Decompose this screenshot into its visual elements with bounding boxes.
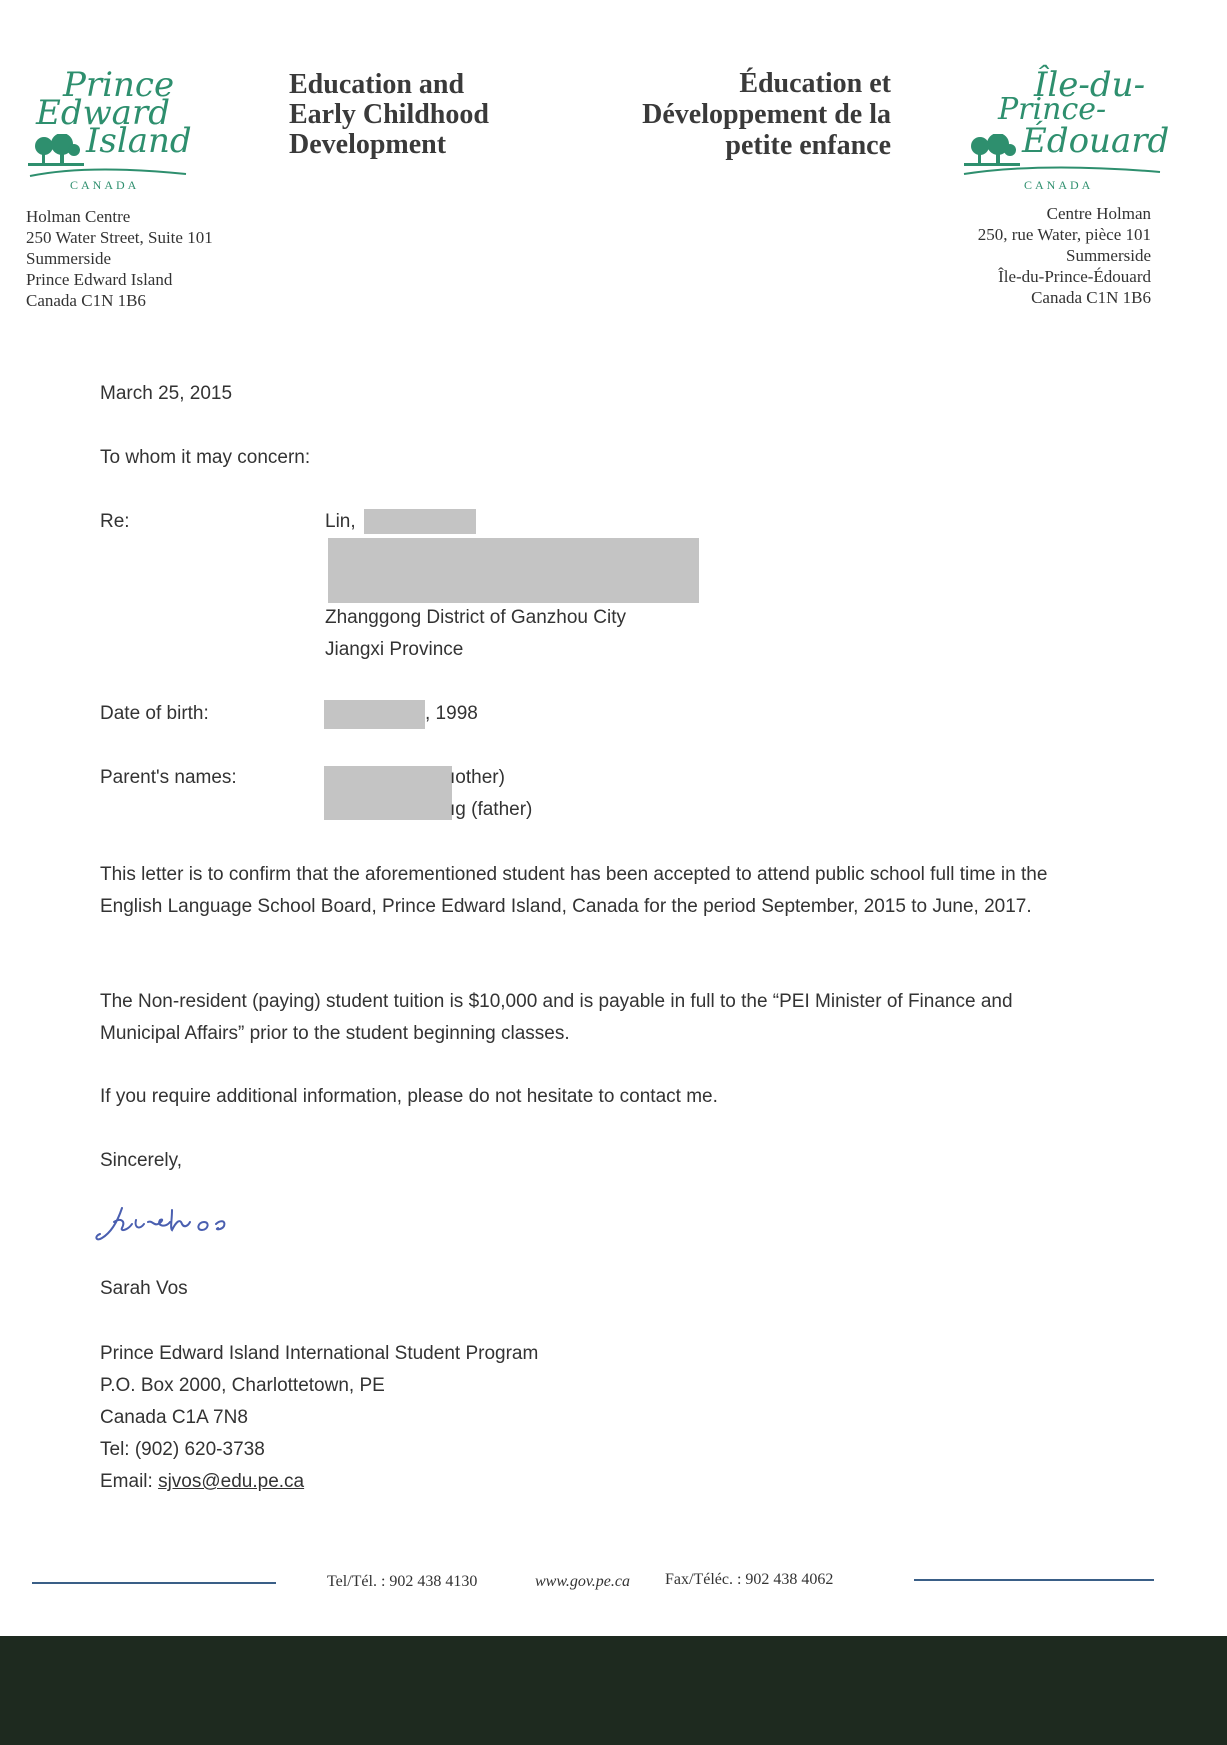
- department-name-fr: Éducation et Développement de la petite enfance: [642, 68, 891, 161]
- footer-tel: Tel/Tél. : 902 438 4130: [327, 1573, 478, 1590]
- redaction-block: [364, 509, 476, 534]
- email-line: Email: sjvos@edu.pe.ca: [100, 1471, 305, 1492]
- signer-contact: Prince Edward Island International Student Program P.O. Box 2000, Charlottetown, PE Canada C1A 7N8 Tel: (902) 620-3738 Email: sjvos@edu.pe.ca: [100, 1338, 538, 1498]
- redaction-block: [328, 538, 699, 603]
- dob-label: Date of birth:: [100, 703, 209, 724]
- re-address: Zhanggong District of Ganzhou City Jiangxi Province: [325, 607, 626, 660]
- paragraph-acceptance: This letter is to confirm that the aforementioned student has been accepted to attend public school full time in the English Language School Board, Prince Edward Island, Canada for the period September, 2015 to June, 2017.: [100, 864, 1048, 917]
- paragraph-tuition: The Non-resident (paying) student tuition is $10,000 and is payable in full to the “PEI Minister of Finance and Municipal Affairs” prior to the student beginning classes.: [100, 991, 1013, 1044]
- footer-rule-left: [32, 1582, 276, 1584]
- salutation: To whom it may concern:: [100, 447, 311, 468]
- address-fr: Centre Holman 250, rue Water, pièce 101 Summerside Île-du-Prince-Édouard Canada C1N 1B6: [977, 204, 1151, 307]
- parents-mother: ıother): [450, 767, 505, 788]
- re-name: Lin,: [325, 511, 356, 532]
- logo-fr-country: CANADA: [1024, 178, 1094, 192]
- address-en: Holman Centre 250 Water Street, Suite 101 Summerside Prince Edward Island Canada C1N 1B6: [26, 207, 213, 310]
- logo-en-line2: Edward: [36, 93, 170, 133]
- re-label: Re:: [100, 511, 130, 532]
- signature: [92, 1198, 282, 1248]
- letter-date: March 25, 2015: [100, 383, 233, 404]
- logo-fr-line2: Prince-: [998, 92, 1107, 127]
- wave-icon: [962, 164, 1162, 178]
- signer-name: Sarah Vos: [100, 1278, 188, 1299]
- department-name-en: Education and Early Childhood Development: [289, 69, 489, 160]
- email-link[interactable]: sjvos@edu.pe.ca: [158, 1471, 305, 1492]
- logo-en-line1: Prince: [63, 65, 175, 105]
- paragraph-contact: If you require additional information, please do not hesitate to contact me.: [100, 1086, 718, 1107]
- logo-fr-line1: Île-du-: [1034, 65, 1146, 105]
- redaction-block: [324, 700, 425, 729]
- tree-icon: [28, 134, 84, 168]
- parents-father: ıg (father): [450, 799, 533, 820]
- footer-rule-right: [914, 1579, 1154, 1581]
- pei-logo-fr: [962, 65, 1170, 195]
- logo-en-line3: Island: [86, 121, 192, 161]
- footer-web: www.gov.pe.ca: [535, 1573, 630, 1590]
- redaction-block: [324, 766, 452, 820]
- logo-en-country: CANADA: [70, 178, 140, 192]
- parents-label: Parent's names:: [100, 767, 237, 788]
- dob-value: , 1998: [425, 703, 478, 724]
- scan-border: [0, 1636, 1227, 1745]
- tree-icon: [964, 134, 1020, 168]
- closing: Sincerely,: [100, 1150, 183, 1171]
- pei-logo-en: [28, 65, 192, 195]
- footer-fax: Fax/Téléc. : 902 438 4062: [665, 1571, 834, 1588]
- logo-fr-line3: Édouard: [1022, 121, 1170, 161]
